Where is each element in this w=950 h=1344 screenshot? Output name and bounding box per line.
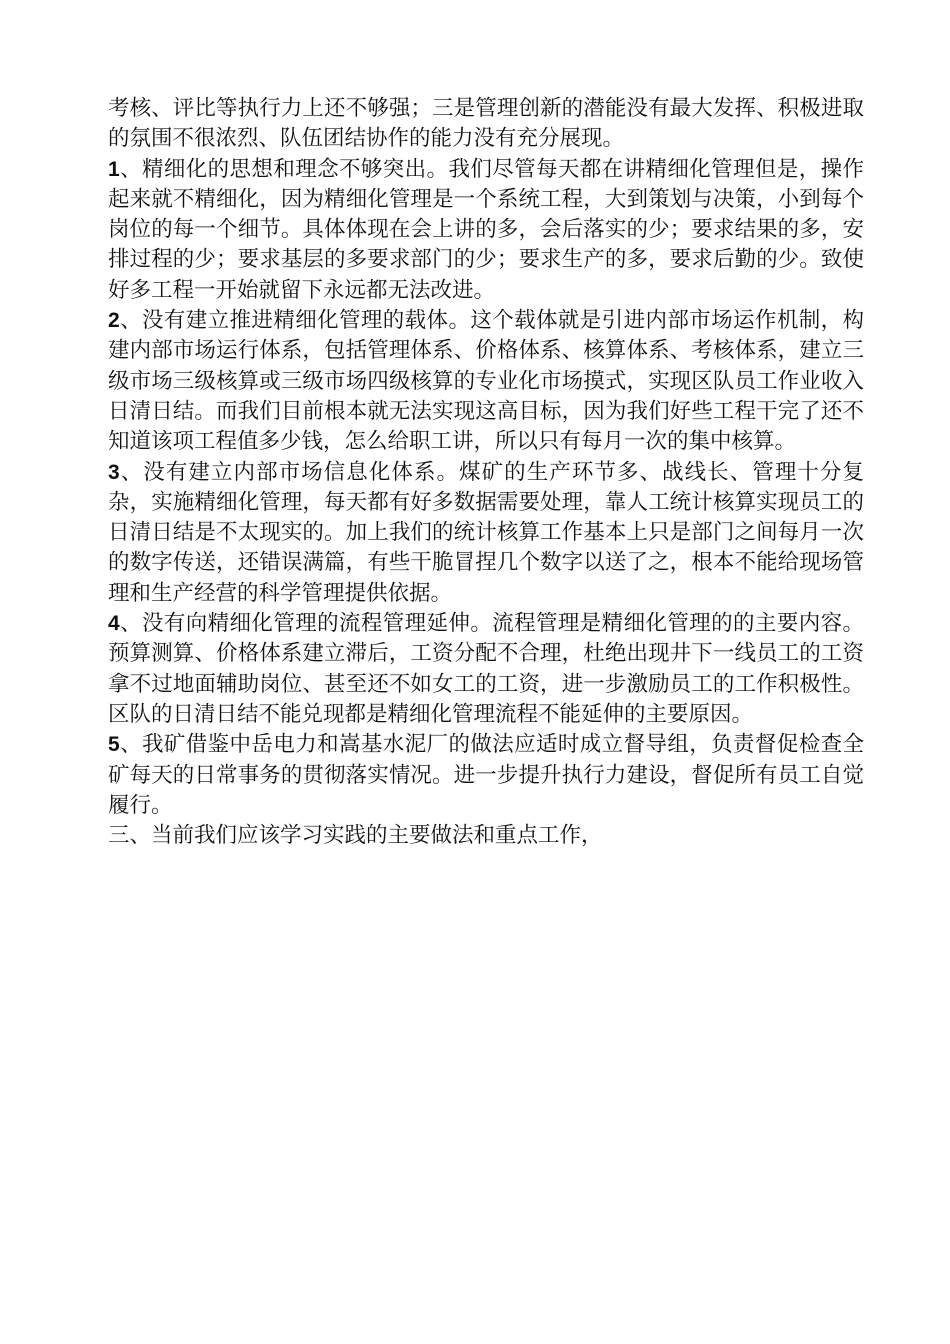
list-item-5 [108, 730, 864, 821]
list-item-4 [108, 609, 864, 730]
document-page [108, 94, 864, 851]
item-text: 、没有向精细化管理的流程管理延伸。流程管理是精细化管理的的主要内容。预算测算、价格体系建立滞后，工资分配不合理，杜绝出现井下一线员工的工资拿不过地面辅助岗位、甚至还不如女工的工资，进一步激励员工的工作积极性。区队的日清日结不能兑现都是精细化管理流程不能延伸的主要原因。 [108, 611, 864, 727]
list-item-3 [108, 458, 864, 609]
item-text: 、精细化的思想和理念不够突出。我们尽管每天都在讲精细化管理但是，操作起来就不精细化，因为精细化管理是一个系统工程，大到策划与决策，小到每个岗位的每一个细节。具体体现在会上讲的多，会后落实的少；要求结果的多，安排过程的少；要求基层的多要求部门的少；要求生产的多，要求后勤的少。致使好多工程一开始就留下永远都无法改进。 [108, 156, 864, 303]
item-text: 、没有建立内部市场信息化体系。煤矿的生产环节多、战线长、管理十分复杂，实施精细化管理，每天都有好多数据需要处理，靠人工统计核算实现员工的日清日结是不太现实的。加上我们的统计核算工作基本上只是部门之间每月一次的数字传送，还错误满篇，有些干脆冒捏几个数字以送了之，根本不能给现场管理和生产经营的科学管理提供依据。 [108, 459, 864, 606]
item-text: 、没有建立推进精细化管理的载体。这个载体就是引进内部市场运作机制，构建内部市场运行体系，包括管理体系、价格体系、核算体系、考核体系，建立三级市场三级核算或三级市场四级核算的专业化市场摸式，实现区队员工作业收入日清日结。而我们目前根本就无法实现这高目标，因为我们好些工程干完了还不知道该项工程值多少钱，怎么给职工讲，所以只有每月一次的集中核算。 [108, 308, 864, 455]
item-number: 3 [108, 460, 120, 484]
intro-paragraph: 考核、评比等执行力上还不够强；三是管理创新的潜能没有最大发挥、积极进取的氛围不很浓烈、队伍团结协作的能力没有充分展现。 [108, 96, 864, 152]
item-number: 4 [108, 612, 120, 636]
item-number: 5 [108, 733, 120, 757]
section-heading: 三、当前我们应该学习实践的主要做法和重点工作， [108, 823, 603, 849]
list-item-2 [108, 306, 864, 457]
item-number: 1 [108, 157, 120, 181]
list-item-1 [108, 155, 864, 306]
item-text: 、我矿借鉴中岳电力和嵩基水泥厂的做法应适时成立督导组，负责督促检查全矿每天的日常事务的贯彻落实情况。进一步提升执行力建设，督促所有员工自觉履行。 [108, 732, 864, 818]
item-number: 2 [108, 309, 120, 333]
